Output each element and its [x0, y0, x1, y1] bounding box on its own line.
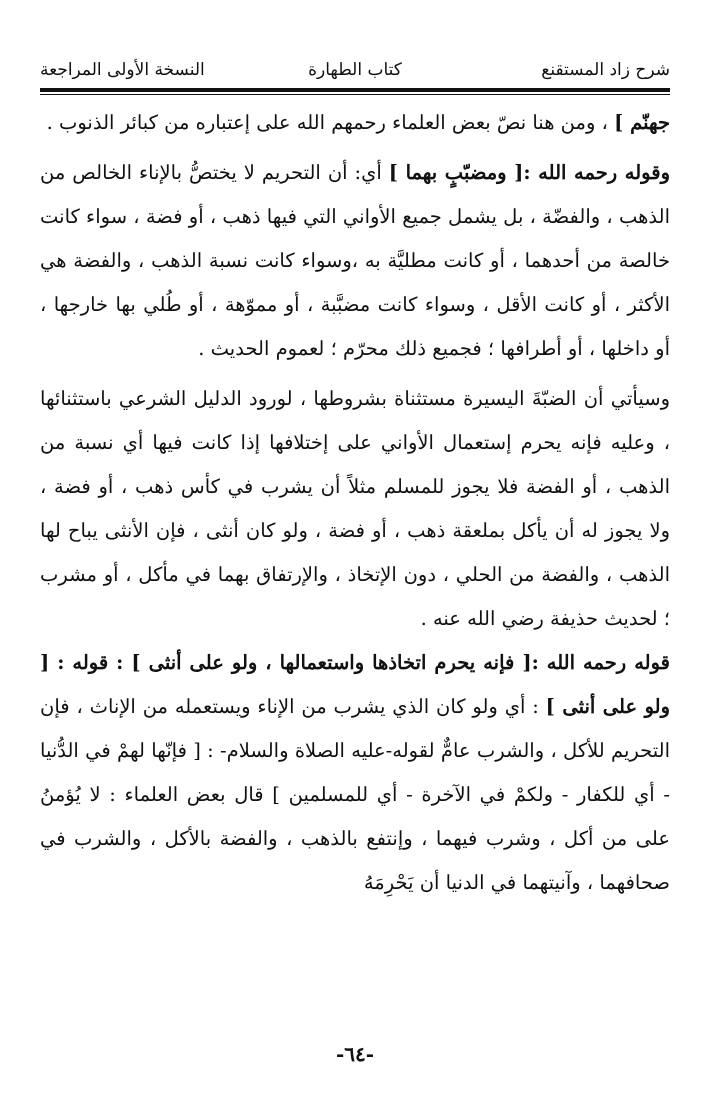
- paragraph-2: [40, 151, 670, 371]
- running-header: [40, 52, 670, 86]
- paragraph-3: [40, 377, 670, 641]
- paragraph-1: [40, 101, 670, 145]
- document-page: [40, 52, 670, 1082]
- paragraph-1-text: ، ومن هنا نصّ بعض العلماء رحمهم الله على إعتباره من كبائر الذنوب .: [46, 111, 615, 134]
- header-rule-thin: [40, 94, 670, 95]
- paragraph-2-bold: وقوله رحمه الله :[ ومضبّبٍ بهما ]: [388, 161, 670, 184]
- page-number: -٦٤-: [335, 1042, 375, 1066]
- header-edition-note: النسخة الأولى المراجعة: [40, 60, 205, 80]
- paragraph-3-text: وسيأتي أن الضبّةَ اليسيرة مستثناة بشروطها ، لورود الدليل الشرعي باستثنائها ، وعليه فإنه يحرم إستعمال الأواني على إختلافها إذا كانت فيها أي نسبة من الذهب ، أو الفضة فلا يجوز للمسلم مثلاً أن يشرب في كأس ذهب ، أو فضة ، ولا يجوز له أن يأكل بملعقة ذهب ، أو فضة ، ولو كان أنثى ، فإن الأنثى يباح لها الذهب ، والفضة من الحلي ، دون الإتخاذ ، والإرتفاق بهما في مأكل ، أو مشرب ؛ لحديث حذيفة رضي الله عنه .: [40, 387, 670, 630]
- paragraph-2-text: أي: أن التحريم لا يختصُّ بالإناء الخالص من الذهب ، والفضّة ، بل يشمل جميع الأواني التي فيها ذهب ، أو فضة ، سواء كانت خالصة من أحدهما ، أو كانت مطليَّة به ،وسواء كانت نسبة الذهب ، والفضة هي الأكثر ، أو كانت الأقل ، وسواء كانت مضبَّبة ، أو مموّهة ، أو طُلي بها خارجها ، أو داخلها ، أو أطرافها ؛ فجميع ذلك محرّم ؛ لعموم الحديث .: [40, 161, 670, 360]
- header-book-title: شرح زاد المستقنع: [541, 60, 670, 80]
- header-chapter-title: كتاب الطهارة: [308, 60, 402, 80]
- header-rule-thick: [40, 88, 670, 92]
- paragraph-4-text: : أي ولو كان الذي يشرب من الإناء ويستعمله من الإناث ، فإن التحريم للأكل ، والشرب عامٌّ لقوله-عليه الصلاة والسلام- : [ فإنّها لهمْ في الدُّنيا - أي للكفار - ولكمْ في الآخرة - أي للمسلمين ] قال بعض العلماء : لا يُؤمنُ على من أكل ، وشرب فيهما ، وإنتفع بالذهب ، والفضة بالأكل ، والشرب في صحافهما ، وآنيتهما في الدنيا أن يَحْرِمَهُ: [40, 695, 670, 894]
- paragraph-4: [40, 641, 670, 905]
- paragraph-1-bold: جهنّم ]: [614, 111, 670, 134]
- page-body: [40, 101, 670, 905]
- paragraph-4-bold: قوله رحمه الله :[ فإنه يحرم اتخاذها واستعمالها ، ولو على أنثى ] : قوله : [ ولو على أنثى ]: [40, 651, 670, 718]
